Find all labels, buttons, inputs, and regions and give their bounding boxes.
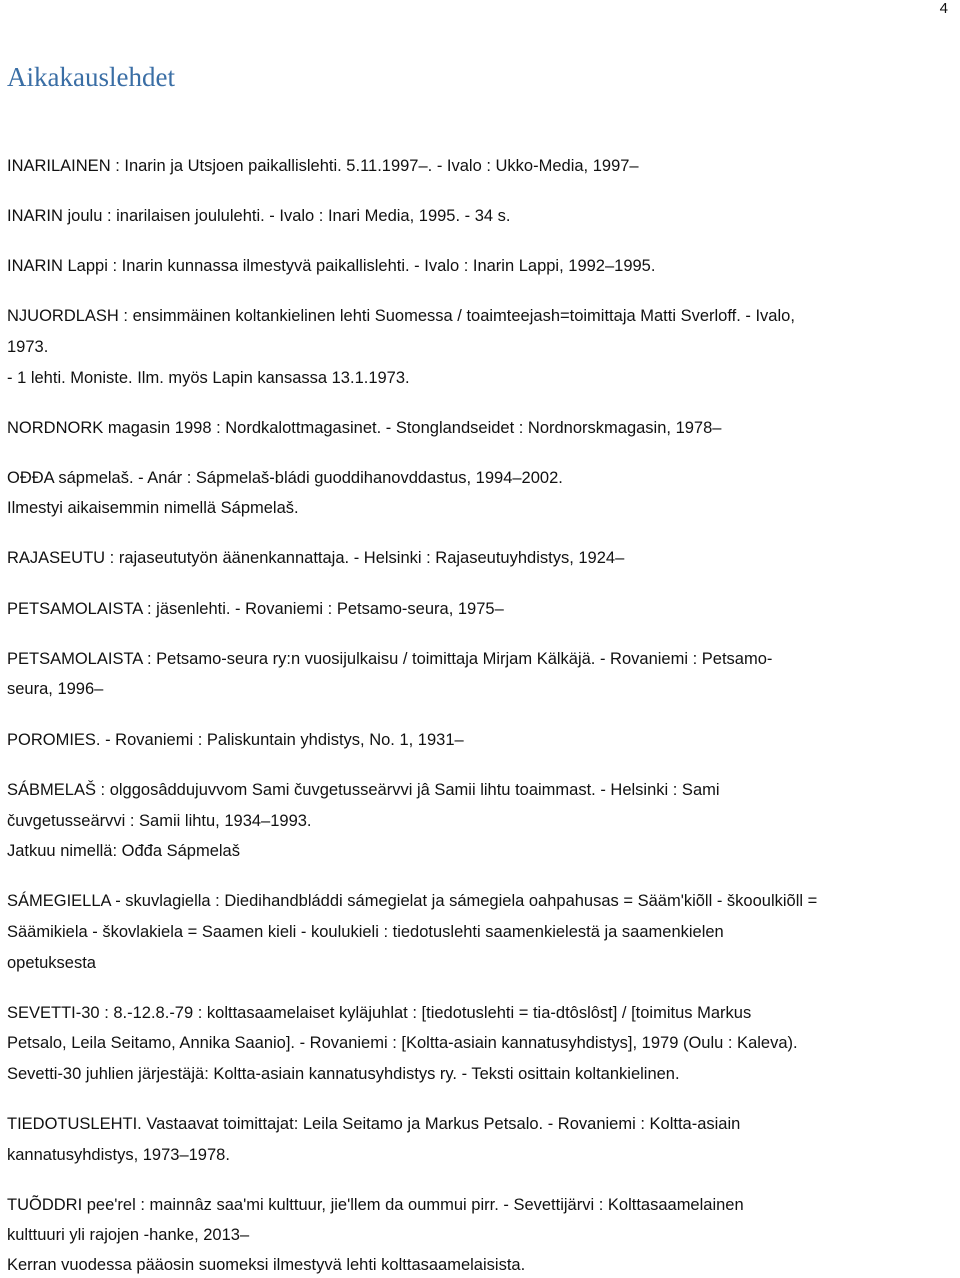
- entry-line: PETSAMOLAISTA : Petsamo-seura ry:n vuosijulkaisu / toimittaja Mirjam Kälkäjä. - Rovaniemi : Petsamo-: [7, 650, 773, 668]
- entry-line: TIEDOTUSLEHTI. Vastaavat toimittajat: Leila Seitamo ja Markus Petsalo. - Rovaniemi : Koltta-asiain: [7, 1115, 741, 1133]
- entry-line: Petsalo, Leila Seitamo, Annika Saanio]. - Rovaniemi : [Koltta-asiain kannatusyhdistys], 1979 (Oulu : Kaleva).: [7, 1034, 798, 1052]
- entry-line: Ilmestyi aikaisemmin nimellä Sápmelaš.: [7, 499, 299, 517]
- entry-line: 1973.: [7, 338, 49, 356]
- entry-line: POROMIES. - Rovaniemi : Paliskuntain yhdistys, No. 1, 1931–: [7, 731, 464, 749]
- entry-line: Jatkuu nimellä: Ođđa Sápmelaš: [7, 842, 240, 860]
- entry-line: kannatusyhdistys, 1973–1978.: [7, 1146, 230, 1164]
- entry-line: kulttuuri yli rajojen -hanke, 2013–: [7, 1226, 250, 1244]
- entry-line: SÁBMELAŠ : olggosâddujuvvom Sami čuvgetusseärvvi jâ Samii lihtu toaimmast. - Helsinki : Sami: [7, 781, 720, 799]
- entry-line: RAJASEUTU : rajaseututyön äänenkannattaja. - Helsinki : Rajaseutuyhdistys, 1924–: [7, 549, 625, 567]
- entry-line: Säämikiela - škovlakiela = Saamen kieli - koulukieli : tiedotuslehti saamenkielestä ja saamenkielen: [7, 923, 724, 941]
- page-number: 4: [939, 0, 948, 17]
- page-title: Aikakauslehdet: [7, 62, 175, 92]
- entry-line: INARIN joulu : inarilaisen joululehti. - Ivalo : Inari Media, 1995. - 34 s.: [7, 207, 511, 225]
- entry-line: NORDNORK magasin 1998 : Nordkalottmagasinet. - Stonglandseidet : Nordnorskmagasin, 1978–: [7, 419, 722, 437]
- entry-line: SEVETTI-30 : 8.-12.8.-79 : kolttasaamelaiset kyläjuhlat : [tiedotuslehti = tia-dtôslôst] / [toimitus Markus: [7, 1004, 752, 1022]
- entry-line: čuvgetusseärvvi : Samii lihtu, 1934–1993.: [7, 812, 312, 830]
- entry-line: OĐĐA sápmelaš. - Anár : Sápmelaš-bládi guoddihanovddastus, 1994–2002.: [7, 469, 563, 487]
- entry-line: opetuksesta: [7, 954, 96, 972]
- entry-line: TUÕDDRI pee'rel : mainnâz saa'mi kulttuur, jie'llem da oummui pirr. - Sevettijärvi : Kolttasaamelainen: [7, 1196, 744, 1214]
- entry-line: INARILAINEN : Inarin ja Utsjoen paikallislehti. 5.11.1997–. - Ivalo : Ukko-Media, 1997–: [7, 157, 639, 175]
- entry-line: seura, 1996–: [7, 680, 104, 698]
- entry-line: INARIN Lappi : Inarin kunnassa ilmestyvä paikallislehti. - Ivalo : Inarin Lappi, 1992–1995.: [7, 257, 656, 275]
- entry-line: Kerran vuodessa pääosin suomeksi ilmestyvä lehti kolttasaamelaisista.: [7, 1256, 526, 1274]
- entry-line: NJUORDLASH : ensimmäinen koltankielinen lehti Suomessa / toaimteejash=toimittaja Matti Sverloff. - Ivalo,: [7, 307, 795, 325]
- entry-line: SÁMEGIELLA - skuvlagiella : Diedihandbláddi sámegielat ja sámegiela oahpahusas = Sääm'kiõll - škooulkiõll =: [7, 892, 818, 910]
- entry-line: PETSAMOLAISTA : jäsenlehti. - Rovaniemi : Petsamo-seura, 1975–: [7, 600, 504, 618]
- entry-line: - 1 lehti. Moniste. Ilm. myös Lapin kansassa 13.1.1973.: [7, 369, 410, 387]
- entry-line: Sevetti-30 juhlien järjestäjä: Koltta-asiain kannatusyhdistys ry. - Teksti osittain koltankielinen.: [7, 1065, 680, 1083]
